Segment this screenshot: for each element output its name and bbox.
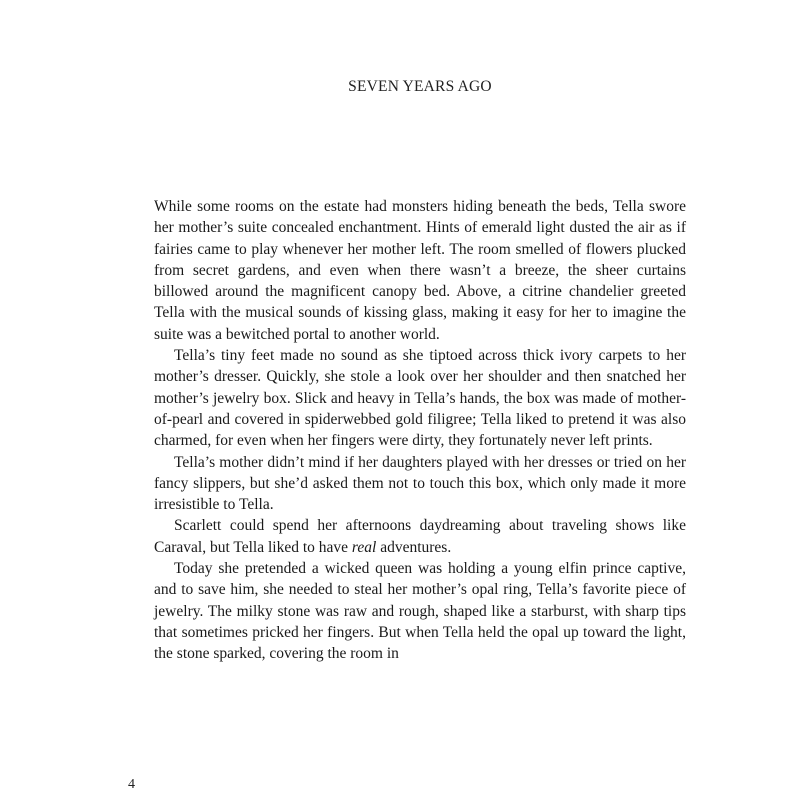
paragraph-4-before: Scarlett could spend her afternoons daydreaming about traveling shows like Caraval, but Tella liked to have — [154, 517, 686, 556]
emphasis-real: real — [351, 538, 377, 556]
paragraph-4-after: adventures. — [376, 538, 452, 556]
paragraph-1: While some rooms on the estate had monsters hiding beneath the beds, Tella swore her mother’s suite concealed enchantment. Hints of emerald light dusted the air as if fairies came to play whenever her mother left. The room smelled of flowers plucked from secret gardens, and even when there wasn’t a breeze, the sheer curtains billowed around the magnificent canopy bed. Above, a citrine chandelier greeted Tella with the musical sounds of kissing glass, making it easy for her to imagine the suite was a bewitched portal to another world. — [154, 198, 686, 343]
chapter-title: SEVEN YEARS AGO — [348, 78, 492, 95]
page-number: 4 — [128, 777, 135, 792]
paragraph-3: Tella’s mother didn’t mind if her daughters played with her dresses or tried on her fancy slippers, but she’d asked them not to touch this box, which only made it more irresistible to Tella. — [154, 453, 686, 514]
paragraph-4 — [154, 515, 686, 558]
paragraph-5: Today she pretended a wicked queen was holding a young elfin prince captive, and to save him, she needed to steal her mother’s opal ring, Tella’s favorite piece of jewelry. The milky stone was raw and rough, shaped like a starburst, with sharp tips that sometimes pricked her fingers. But when Tella held the opal up toward the light, the stone sparked, covering the room in — [154, 560, 686, 663]
paragraph-2: Tella’s tiny feet made no sound as she tiptoed across thick ivory carpets to her mother’s dresser. Quickly, she stole a look over her shoulder and then snatched her mother’s jewelry box. Slick and heavy in Tella’s hands, the box was made of mother-of-pearl and covered in spiderwebbed gold filigree; Tella liked to pretend it was also charmed, for even when her fingers were dirty, they fortunately never left prints. — [154, 347, 686, 450]
body-text — [154, 196, 686, 665]
